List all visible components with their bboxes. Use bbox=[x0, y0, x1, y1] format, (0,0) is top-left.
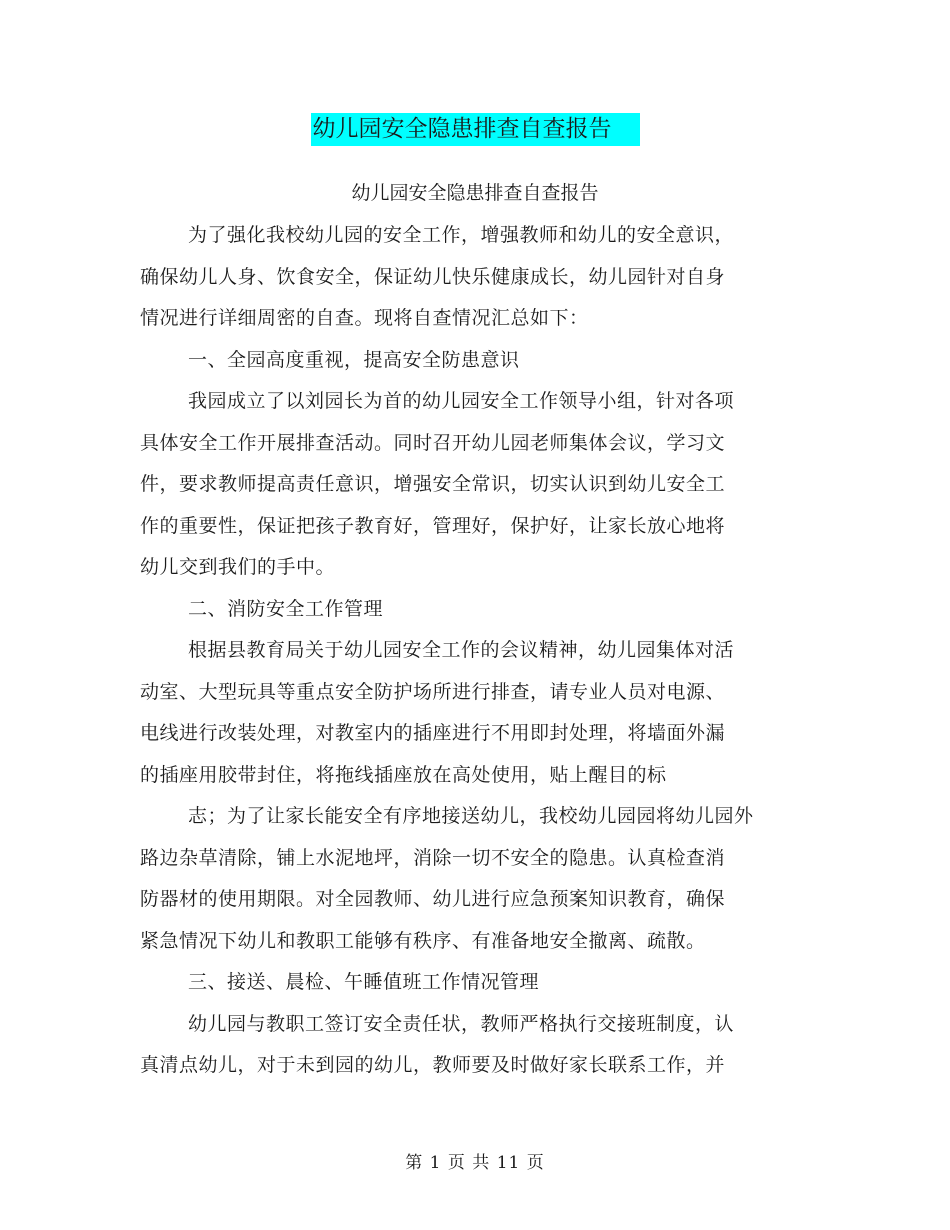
body-line: 真清点幼儿，对于未到园的幼儿，教师要及时做好家长联系工作，并 bbox=[140, 1054, 726, 1076]
body-line: 件，要求教师提高责任意识，增强安全常识，切实认识到幼儿安全工 bbox=[140, 473, 726, 495]
title-container bbox=[0, 113, 950, 146]
page-footer: 第 1 页 共 11 页 bbox=[405, 1153, 545, 1173]
body-line: 为了强化我校幼儿园的安全工作，增强教师和幼儿的安全意识， bbox=[188, 224, 735, 246]
body-line: 二、消防安全工作管理 bbox=[188, 597, 384, 620]
body-line: 根据县教育局关于幼儿园安全工作的会议精神，幼儿园集体对活 bbox=[188, 639, 735, 661]
document-subtitle: 幼儿园安全隐患排查自查报告 bbox=[351, 182, 599, 204]
body-line: 情况进行详细周密的自查。现将自查情况汇总如下： bbox=[140, 307, 589, 329]
document-body bbox=[140, 218, 780, 1090]
body-line: 志；为了让家长能安全有序地接送幼儿，我校幼儿园园将幼儿园外 bbox=[188, 805, 754, 827]
body-line: 幼儿交到我们的手中。 bbox=[140, 556, 336, 578]
body-line: 具体安全工作开展排查活动。同时召开幼儿园老师集体会议，学习文 bbox=[140, 431, 726, 454]
body-line: 动室、大型玩具等重点安全防护场所进行排查，请专业人员对电源、 bbox=[140, 680, 726, 703]
body-line: 三、接送、晨检、午睡值班工作情况管理 bbox=[188, 971, 540, 993]
document-title: 幼儿园安全隐患排查自查报告 bbox=[311, 113, 640, 146]
body-line: 防器材的使用期限。对全园教师、幼儿进行应急预案知识教育，确保 bbox=[140, 888, 726, 910]
body-line: 的插座用胶带封住，将拖线插座放在高处使用，贴上醒目的标 bbox=[140, 763, 667, 786]
body-line: 紧急情况下幼儿和教职工能够有秩序、有准备地安全撤离、疏散。 bbox=[140, 929, 706, 952]
body-line: 确保幼儿人身、饮食安全，保证幼儿快乐健康成长，幼儿园针对自身 bbox=[140, 265, 726, 288]
body-line: 路边杂草清除，铺上水泥地坪，消除一切不安全的隐患。认真检查消 bbox=[140, 846, 726, 869]
body-line: 幼儿园与教职工签订安全责任状，教师严格执行交接班制度，认 bbox=[188, 1012, 735, 1035]
body-line: 电线进行改装处理，对教室内的插座进行不用即封处理，将墙面外漏 bbox=[140, 722, 726, 744]
body-line: 我园成立了以刘园长为首的幼儿园安全工作领导小组，针对各项 bbox=[188, 390, 735, 412]
body-line: 一、全园高度重视，提高安全防患意识 bbox=[188, 348, 520, 371]
body-line: 作的重要性，保证把孩子教育好，管理好，保护好，让家长放心地将 bbox=[140, 514, 726, 537]
